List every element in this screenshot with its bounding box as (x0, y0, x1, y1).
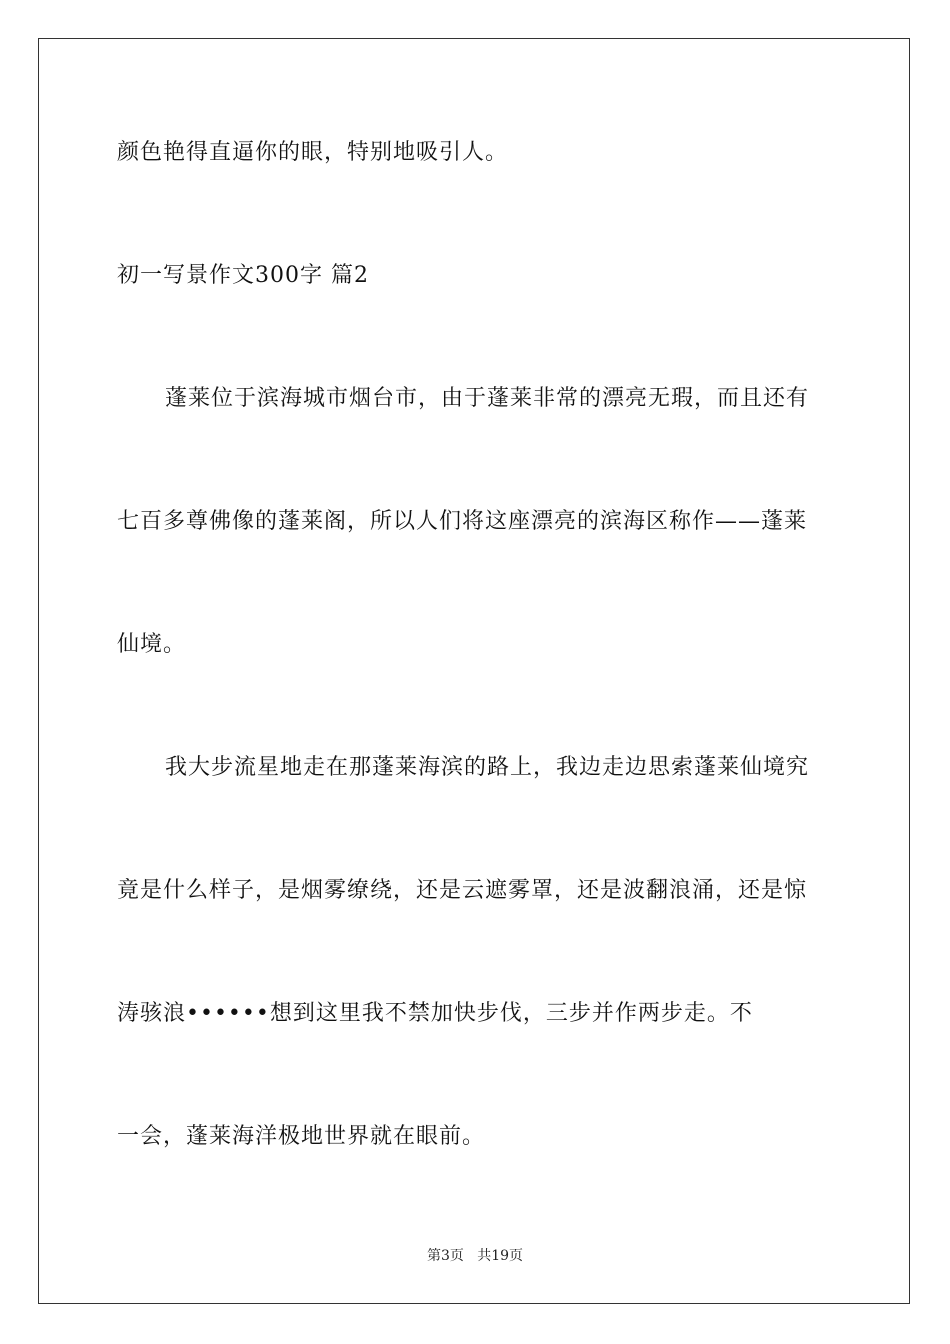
paragraph-line: 仙境。 (117, 632, 187, 657)
paragraph-line: 我大步流星地走在那蓬莱海滨的路上，我边走边思索蓬莱仙境究 (165, 755, 810, 780)
paragraph-line: 蓬莱位于滨海城市烟台市，由于蓬莱非常的漂亮无瑕，而且还有 (165, 386, 810, 411)
section-heading: 初一写景作文300字 篇2 (117, 263, 369, 288)
paragraph-line: 一会，蓬莱海洋极地世界就在眼前。 (117, 1124, 486, 1149)
page-number-footer: 第3页 共19页 (426, 1248, 524, 1264)
page-border (38, 38, 910, 1304)
paragraph-line: 颜色艳得直逼你的眼，特别地吸引人。 (117, 140, 509, 165)
paragraph-line: 七百多尊佛像的蓬莱阁，所以人们将这座漂亮的滨海区称作——蓬莱 (117, 509, 808, 534)
paragraph-line: 涛骇浪••••••想到这里我不禁加快步伐，三步并作两步走。不 (117, 1001, 753, 1026)
paragraph-line: 竟是什么样子，是烟雾缭绕，还是云遮雾罩，还是波翻浪涌，还是惊 (117, 878, 808, 903)
